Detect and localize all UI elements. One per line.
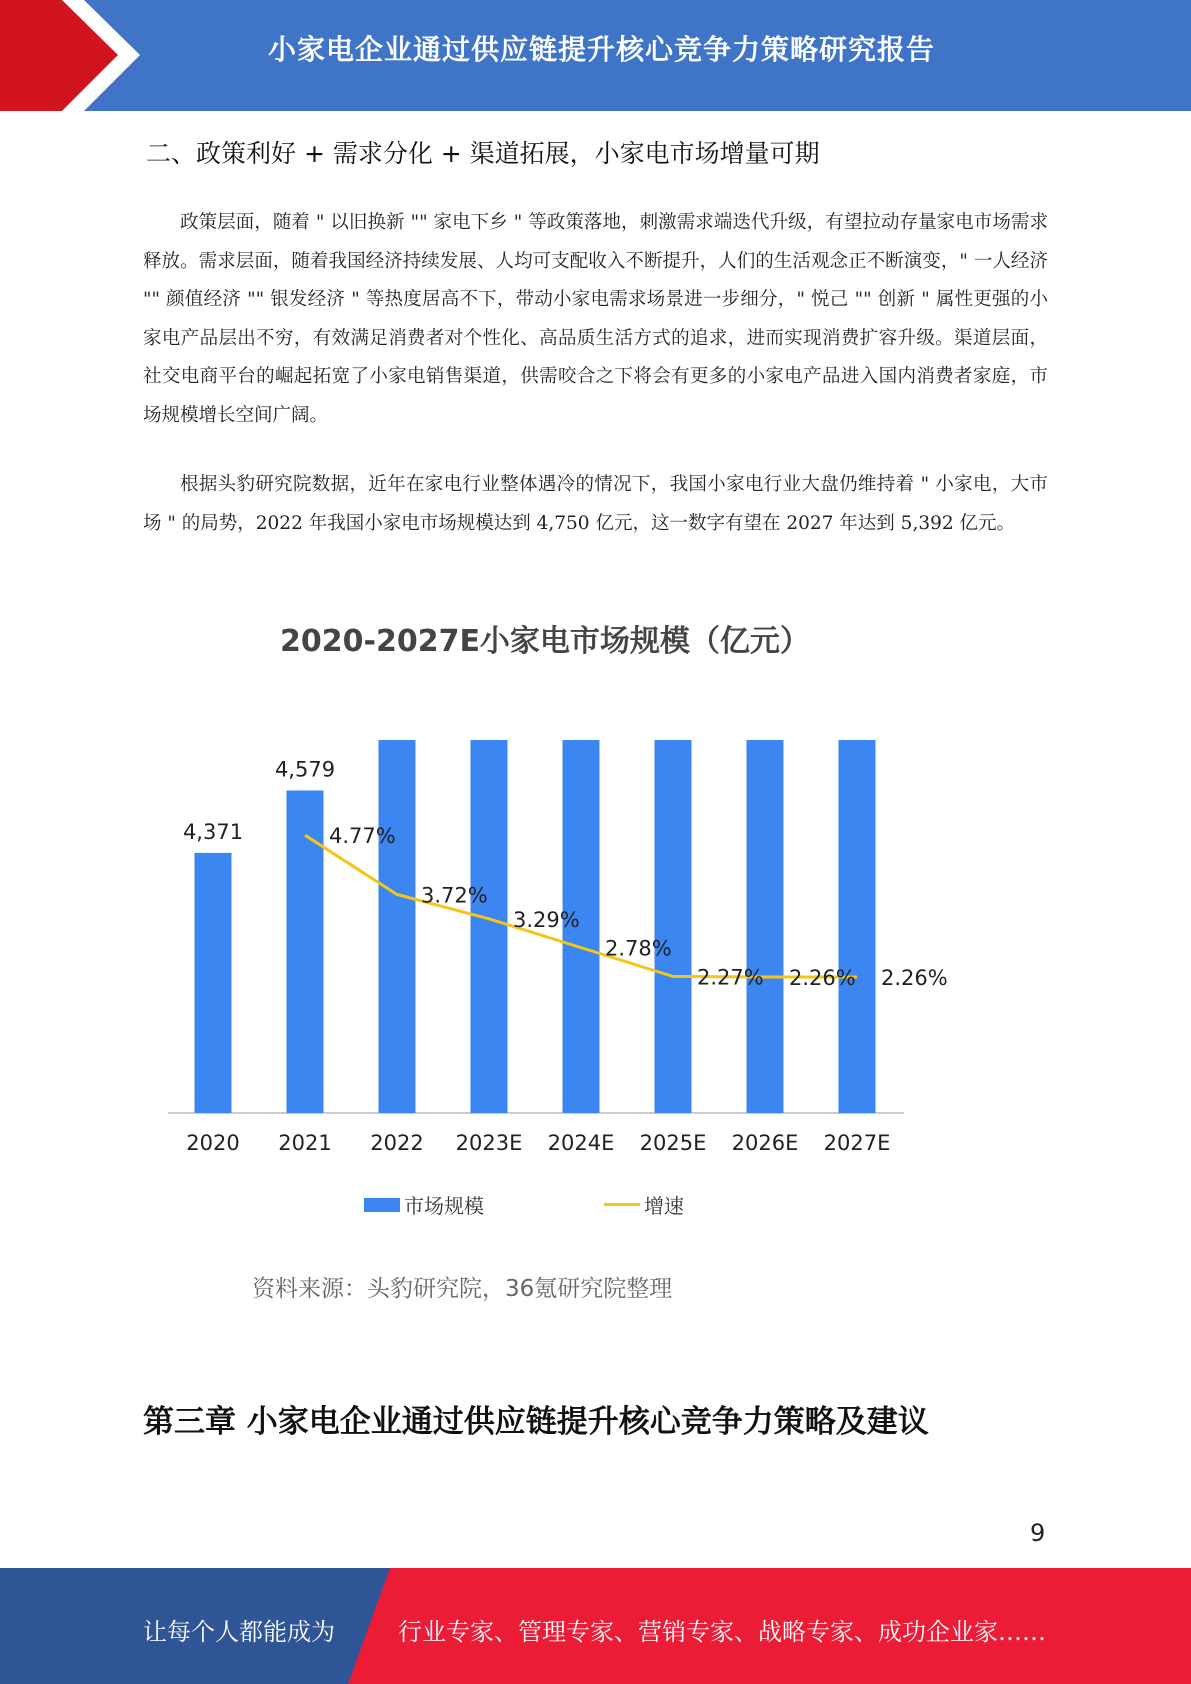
page-footer (0, 1568, 1191, 1684)
legend-label-market-size: 市场规模 (404, 1194, 484, 1218)
header-red-arrow-shape (0, 0, 160, 111)
footer-slogan-left: 让每个人都能成为 (143, 1618, 335, 1646)
bar-2027E (839, 740, 876, 1113)
x-tick-2022: 2022 (370, 1131, 424, 1155)
legend-line-swatch (604, 1203, 640, 1206)
legend-label-growth: 增速 (644, 1194, 684, 1218)
bar-2020 (195, 853, 232, 1113)
chapter-title: 第三章 小家电企业通过供应链提升核心竞争力策略及建议 (143, 1404, 929, 1440)
x-tick-2026E: 2026E (731, 1131, 799, 1155)
x-tick-2020: 2020 (186, 1131, 240, 1155)
bar-2022 (379, 740, 416, 1113)
growth-label-2023E: 3.29% (513, 907, 580, 932)
x-tick-2027E: 2027E (823, 1131, 891, 1155)
legend-item-market-size (364, 1190, 484, 1219)
growth-label-2021: 4.77% (329, 824, 396, 849)
x-tick-2024E: 2024E (547, 1131, 615, 1155)
section-title: 二、政策利好 + 需求分化 + 渠道拓展，小家电市场增量可期 (146, 139, 820, 168)
chart-title: 2020-2027E小家电市场规模（亿元） (280, 624, 810, 659)
bar-label-2021: 4,579 (274, 757, 336, 782)
bar-2023E (471, 740, 508, 1113)
growth-label-2024E: 2.78% (605, 936, 672, 961)
footer-slogan-right: 行业专家、管理专家、营销专家、战略专家、成功企业家…… (398, 1618, 1046, 1646)
growth-label-2027E: 2.26% (881, 966, 948, 990)
legend-bar-swatch (364, 1198, 400, 1212)
paragraph-2: 根据头豹研究院数据，近年在家电行业整体遇冷的情况下，我国小家电行业大盘仍维持着 " 小家电，大市场 " 的局势，2022 年我国小家电市场规模达到 4,750 亿元，这一数字有望在 2027 年达到 5,392 亿元。 (143, 474, 1048, 534)
x-tick-2023E: 2023E (455, 1131, 523, 1155)
paragraph-1: 政策层面，随着 " 以旧换新 "" 家电下乡 " 等政策落地，刺激需求端迭代升级，有望拉动存量家电市场需求释放。需求层面，随着我国经济持续发展、人均可支配收入不断提升，人们的生活观念正不断演变，" 一人经济 "" 颜值经济 "" 银发经济 " 等热度居高不下，带动小家电需求场景进一步细分，" 悦己 "" 创新 " 属性更强的小家电产品层出不穷，有效满足消费者对个性化、高品质生活方式的追求，进而实现消费扩容升级。渠道层面，社交电商平台的崛起拓宽了小家电销售渠道，供需咬合之下将会有更多的小家电产品进入国内消费者家庭，市场规模增长空间广阔。 (143, 212, 1048, 426)
page-header (0, 0, 1191, 111)
bar-2026E (747, 740, 784, 1113)
legend-item-growth (604, 1190, 684, 1219)
growth-label-2026E: 2.26% (789, 966, 856, 990)
header-title: 小家电企业通过供应链提升核心竞争力策略研究报告 (268, 33, 936, 66)
x-tick-2025E: 2025E (639, 1131, 707, 1155)
market-size-chart (150, 740, 950, 1160)
bar-label-2020: 4,371 (182, 819, 244, 844)
growth-label-2025E: 2.27% (697, 965, 764, 990)
bar-2021 (287, 791, 324, 1114)
x-tick-2021: 2021 (278, 1131, 332, 1155)
chart-source-note: 资料来源：头豹研究院，36氪研究院整理 (252, 1276, 673, 1302)
growth-label-2022: 3.72% (421, 883, 488, 908)
bar-2025E (655, 740, 692, 1113)
page-number: 9 (1030, 1519, 1046, 1547)
